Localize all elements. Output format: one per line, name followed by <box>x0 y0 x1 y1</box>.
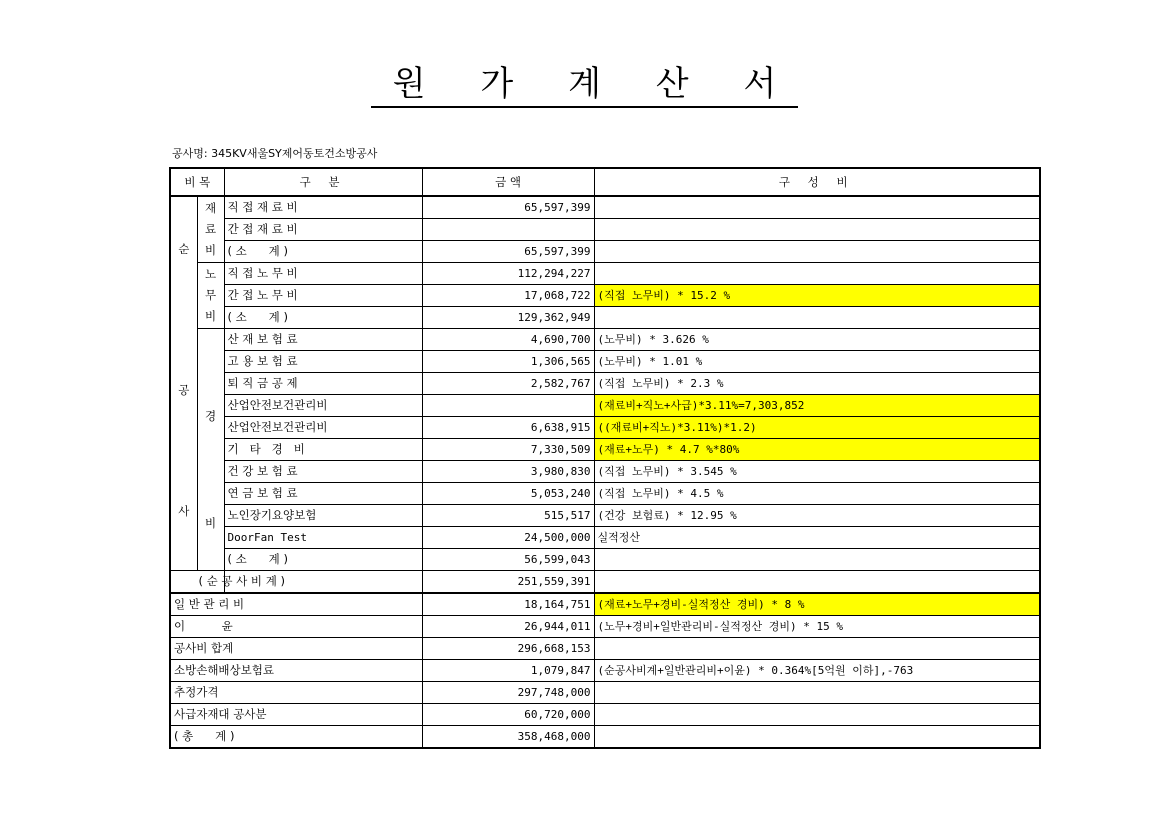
row-amount: 515,517 <box>422 505 594 527</box>
row-amount <box>422 219 594 241</box>
table-row <box>170 241 1040 263</box>
table-header-row <box>170 168 1040 196</box>
row-note <box>594 704 1040 726</box>
table-row <box>170 571 1040 594</box>
row-amount: 296,668,153 <box>422 638 594 660</box>
table-row <box>170 263 1040 285</box>
row-note <box>594 549 1040 571</box>
table-row <box>170 329 1040 351</box>
row-label: 고 용 보 험 료 <box>224 351 422 373</box>
row-amount: 26,944,011 <box>422 616 594 638</box>
row-label: 추정가격 <box>170 682 422 704</box>
table-row <box>170 307 1040 329</box>
row-note <box>594 682 1040 704</box>
row-note: (재료비+직노+사급)*3.11%=7,303,852 <box>594 395 1040 417</box>
row-label: 사급자재대 공사분 <box>170 704 422 726</box>
row-amount: 2,582,767 <box>422 373 594 395</box>
row-note: (직접 노무비) * 4.5 % <box>594 483 1040 505</box>
header-amount: 금 액 <box>422 168 594 196</box>
row-note: (노무비) * 3.626 % <box>594 329 1040 351</box>
row-amount: 65,597,399 <box>422 196 594 219</box>
table-row <box>170 682 1040 704</box>
table-row <box>170 616 1040 638</box>
row-amount: 60,720,000 <box>422 704 594 726</box>
header-category: 구 분 <box>224 168 422 196</box>
table-row <box>170 638 1040 660</box>
row-label: 연 금 보 험 료 <box>224 483 422 505</box>
row-amount: 297,748,000 <box>422 682 594 704</box>
row-note <box>594 726 1040 749</box>
row-amount: 112,294,227 <box>422 263 594 285</box>
row-note: (직접 노무비) * 3.545 % <box>594 461 1040 483</box>
header-composition: 구 성 비 <box>594 168 1040 196</box>
row-note: (직접 노무비) * 2.3 % <box>594 373 1040 395</box>
row-amount: 129,362,949 <box>422 307 594 329</box>
label-gyeongbi: 경 비 <box>197 329 224 571</box>
row-label: 노인장기요양보험 <box>224 505 422 527</box>
row-label: 간 접 재 료 비 <box>224 219 422 241</box>
row-label: 퇴 직 금 공 제 <box>224 373 422 395</box>
row-label: 산업안전보건관리비 <box>224 395 422 417</box>
row-note: (노무+경비+일반관리비-실적정산 경비) * 15 % <box>594 616 1040 638</box>
table-row <box>170 395 1040 417</box>
row-note <box>594 196 1040 219</box>
row-note: (재료+노무+경비-실적정산 경비) * 8 % <box>594 593 1040 616</box>
label-gongsa: 공 사 <box>170 263 197 571</box>
row-note <box>594 571 1040 594</box>
row-label-cell <box>198 571 422 594</box>
row-note: (직접 노무비) * 15.2 % <box>594 285 1040 307</box>
table-row <box>170 461 1040 483</box>
row-amount: 3,980,830 <box>422 461 594 483</box>
row-label: 일 반 관 리 비 <box>170 593 422 616</box>
row-amount: 17,068,722 <box>422 285 594 307</box>
row-label: ( 총 계 ) <box>170 726 422 749</box>
document-title-wrap <box>0 62 1169 108</box>
row-label: 산 재 보 험 료 <box>224 329 422 351</box>
row-note <box>594 263 1040 285</box>
table-row <box>170 351 1040 373</box>
row-amount: 358,468,000 <box>422 726 594 749</box>
row-label: ( 순 공 사 비 계 ) <box>198 574 285 588</box>
row-amount: 56,599,043 <box>422 549 594 571</box>
row-note <box>594 638 1040 660</box>
table-row <box>170 439 1040 461</box>
table-row <box>170 549 1040 571</box>
row-note: (순공사비계+일반관리비+이윤) * 0.364%[5억원 이하],-763 <box>594 660 1040 682</box>
row-label: 소방손해배상보험료 <box>170 660 422 682</box>
row-label: 간 접 노 무 비 <box>224 285 422 307</box>
row-amount: 1,079,847 <box>422 660 594 682</box>
row-amount: 24,500,000 <box>422 527 594 549</box>
row-label: 기 타 경 비 <box>224 439 422 461</box>
header-item: 비 목 <box>170 168 224 196</box>
row-note: (노무비) * 1.01 % <box>594 351 1040 373</box>
row-amount: 251,559,391 <box>422 571 594 594</box>
row-label: 공사비 합계 <box>170 638 422 660</box>
table-row <box>170 726 1040 749</box>
document-title: 원 가 계 산 서 <box>371 62 798 108</box>
table-row <box>170 196 1040 219</box>
row-amount: 18,164,751 <box>422 593 594 616</box>
label-jaeryobi: 재 료 비 <box>197 196 224 263</box>
table-row <box>170 483 1040 505</box>
row-label: ( 소 계 ) <box>224 307 422 329</box>
row-note <box>594 219 1040 241</box>
row-label: 건 강 보 험 료 <box>224 461 422 483</box>
row-note: 실적정산 <box>594 527 1040 549</box>
table-row <box>170 660 1040 682</box>
row-label: 산업안전보건관리비 <box>224 417 422 439</box>
row-amount: 5,053,240 <box>422 483 594 505</box>
row-note: ((재료비+직노)*3.11%)*1.2) <box>594 417 1040 439</box>
row-amount: 65,597,399 <box>422 241 594 263</box>
row-note: (재료+노무) * 4.7 %*80% <box>594 439 1040 461</box>
label-sun: 순 <box>170 196 197 263</box>
table-row <box>170 704 1040 726</box>
table-row <box>170 505 1040 527</box>
row-label: 이 윤 <box>170 616 422 638</box>
table-row <box>170 373 1040 395</box>
row-label: ( 소 계 ) <box>224 549 422 571</box>
row-label: ( 소 계 ) <box>224 241 422 263</box>
table-row <box>170 285 1040 307</box>
row-amount: 4,690,700 <box>422 329 594 351</box>
row-amount <box>422 395 594 417</box>
table-row <box>170 527 1040 549</box>
row-note <box>594 307 1040 329</box>
table-row <box>170 593 1040 616</box>
row-note: (건강 보험료) * 12.95 % <box>594 505 1040 527</box>
table-row <box>170 219 1040 241</box>
row-label: 직 접 노 무 비 <box>224 263 422 285</box>
row-label: 직 접 재 료 비 <box>224 196 422 219</box>
row-label: DoorFan Test <box>224 527 422 549</box>
row-amount: 1,306,565 <box>422 351 594 373</box>
row-amount: 7,330,509 <box>422 439 594 461</box>
table-row <box>170 417 1040 439</box>
label-nomubi: 노 무 비 <box>197 263 224 329</box>
cost-table <box>169 167 1041 749</box>
row-note <box>594 241 1040 263</box>
project-name: 공사명: 345KV새울SY제어동토건소방공사 <box>172 147 378 160</box>
row-amount: 6,638,915 <box>422 417 594 439</box>
